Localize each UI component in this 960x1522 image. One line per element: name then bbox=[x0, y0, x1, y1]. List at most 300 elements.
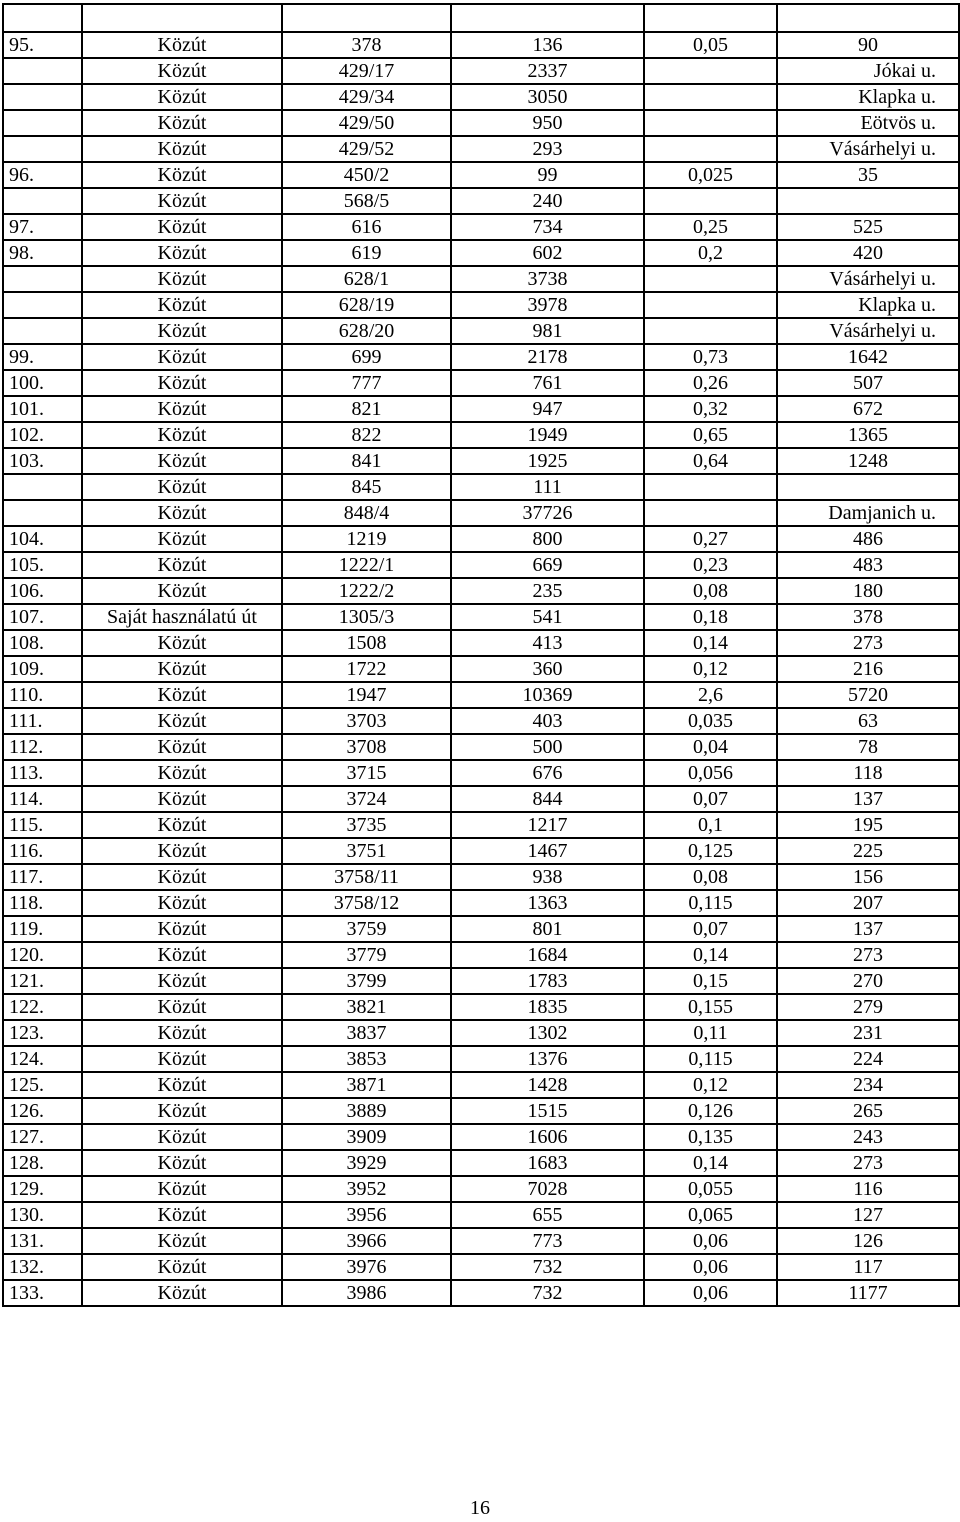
parcel-number-cell: 3966 bbox=[282, 1228, 451, 1254]
row-number-cell bbox=[3, 266, 82, 292]
hectare-cell: 0,65 bbox=[644, 422, 777, 448]
hectare-cell: 0,07 bbox=[644, 916, 777, 942]
hectare-cell: 0,27 bbox=[644, 526, 777, 552]
row-number-cell: 115. bbox=[3, 812, 82, 838]
row-number-cell: 112. bbox=[3, 734, 82, 760]
road-type-cell: Közút bbox=[82, 1202, 282, 1228]
row-number-cell: 107. bbox=[3, 604, 82, 630]
hectare-cell: 0,14 bbox=[644, 630, 777, 656]
area-cell: 37726 bbox=[451, 500, 644, 526]
parcel-number-cell: 821 bbox=[282, 396, 451, 422]
parcel-number-cell: 3929 bbox=[282, 1150, 451, 1176]
road-type-cell: Közút bbox=[82, 708, 282, 734]
row-number-cell: 110. bbox=[3, 682, 82, 708]
parcel-number-cell: 3735 bbox=[282, 812, 451, 838]
table-row bbox=[3, 448, 959, 474]
hectare-cell: 0,05 bbox=[644, 32, 777, 58]
road-type-cell: Közút bbox=[82, 1098, 282, 1124]
table-row bbox=[3, 838, 959, 864]
row-number-cell: 133. bbox=[3, 1280, 82, 1306]
table-row bbox=[3, 708, 959, 734]
parcel-number-cell: 3837 bbox=[282, 1020, 451, 1046]
hectare-cell: 0,035 bbox=[644, 708, 777, 734]
table-row bbox=[3, 786, 959, 812]
parcel-number-cell: 3853 bbox=[282, 1046, 451, 1072]
hectare-cell: 0,25 bbox=[644, 214, 777, 240]
area-cell: 602 bbox=[451, 240, 644, 266]
road-type-cell: Közút bbox=[82, 292, 282, 318]
parcel-number-cell: 429/50 bbox=[282, 110, 451, 136]
value-cell: 525 bbox=[777, 214, 959, 240]
road-type-cell: Közút bbox=[82, 266, 282, 292]
table-row bbox=[3, 318, 959, 344]
area-cell: 7028 bbox=[451, 1176, 644, 1202]
row-number-cell bbox=[3, 110, 82, 136]
parcel-number-cell: 1222/1 bbox=[282, 552, 451, 578]
parcel-number-cell: 568/5 bbox=[282, 188, 451, 214]
hectare-cell: 0,32 bbox=[644, 396, 777, 422]
road-type-cell: Közút bbox=[82, 1254, 282, 1280]
area-cell: 676 bbox=[451, 760, 644, 786]
value-cell: 180 bbox=[777, 578, 959, 604]
table-body bbox=[3, 4, 959, 1306]
value-cell: 483 bbox=[777, 552, 959, 578]
value-cell: 234 bbox=[777, 1072, 959, 1098]
road-type-cell: Közút bbox=[82, 448, 282, 474]
value-cell: 486 bbox=[777, 526, 959, 552]
value-cell: 672 bbox=[777, 396, 959, 422]
hectare-cell bbox=[644, 500, 777, 526]
parcel-number-cell: 3703 bbox=[282, 708, 451, 734]
row-number-cell: 102. bbox=[3, 422, 82, 448]
area-cell: 413 bbox=[451, 630, 644, 656]
road-type-cell: Közút bbox=[82, 84, 282, 110]
road-type-cell: Közút bbox=[82, 994, 282, 1020]
table-row bbox=[3, 240, 959, 266]
road-type-cell: Közút bbox=[82, 214, 282, 240]
table-row bbox=[3, 1202, 959, 1228]
parcel-number-cell: 841 bbox=[282, 448, 451, 474]
table-row bbox=[3, 656, 959, 682]
table-row bbox=[3, 942, 959, 968]
row-number-cell: 125. bbox=[3, 1072, 82, 1098]
value-cell: 243 bbox=[777, 1124, 959, 1150]
hectare-cell: 0,065 bbox=[644, 1202, 777, 1228]
road-type-cell: Közút bbox=[82, 370, 282, 396]
row-number-cell: 132. bbox=[3, 1254, 82, 1280]
road-parcels-table-container bbox=[2, 3, 960, 1307]
row-number-cell: 109. bbox=[3, 656, 82, 682]
table-row bbox=[3, 396, 959, 422]
value-cell: 78 bbox=[777, 734, 959, 760]
parcel-number-cell: 619 bbox=[282, 240, 451, 266]
hectare-cell: 0,1 bbox=[644, 812, 777, 838]
road-type-cell: Közút bbox=[82, 760, 282, 786]
parcel-number-cell: 3724 bbox=[282, 786, 451, 812]
row-number-cell: 100. bbox=[3, 370, 82, 396]
table-row bbox=[3, 1176, 959, 1202]
road-type-cell: Közút bbox=[82, 942, 282, 968]
parcel-number-cell: 450/2 bbox=[282, 162, 451, 188]
hectare-cell: 0,04 bbox=[644, 734, 777, 760]
area-cell: 938 bbox=[451, 864, 644, 890]
road-type-cell: Közút bbox=[82, 110, 282, 136]
table-row bbox=[3, 292, 959, 318]
road-type-cell: Közút bbox=[82, 1020, 282, 1046]
area-cell: 1835 bbox=[451, 994, 644, 1020]
road-type-cell: Közút bbox=[82, 1280, 282, 1306]
hectare-cell: 0,73 bbox=[644, 344, 777, 370]
value-cell: 279 bbox=[777, 994, 959, 1020]
table-row bbox=[3, 422, 959, 448]
area-cell: 2178 bbox=[451, 344, 644, 370]
value-cell: 195 bbox=[777, 812, 959, 838]
road-type-cell: Közút bbox=[82, 552, 282, 578]
hectare-cell: 0,056 bbox=[644, 760, 777, 786]
value-cell: 1365 bbox=[777, 422, 959, 448]
value-cell: 137 bbox=[777, 786, 959, 812]
parcel-number-cell: 1508 bbox=[282, 630, 451, 656]
parcel-number-cell: 777 bbox=[282, 370, 451, 396]
table-row bbox=[3, 500, 959, 526]
value-cell bbox=[777, 188, 959, 214]
road-type-cell: Közút bbox=[82, 474, 282, 500]
hectare-cell bbox=[644, 110, 777, 136]
parcel-number-cell: 3889 bbox=[282, 1098, 451, 1124]
row-number-cell: 101. bbox=[3, 396, 82, 422]
value-cell: 231 bbox=[777, 1020, 959, 1046]
parcel-number-cell: 822 bbox=[282, 422, 451, 448]
hectare-cell: 0,26 bbox=[644, 370, 777, 396]
road-type-cell: Közút bbox=[82, 162, 282, 188]
value-cell: 137 bbox=[777, 916, 959, 942]
table-row bbox=[3, 526, 959, 552]
road-type-cell: Közút bbox=[82, 968, 282, 994]
row-number-cell bbox=[3, 136, 82, 162]
area-cell: 1783 bbox=[451, 968, 644, 994]
road-type-cell: Közút bbox=[82, 1176, 282, 1202]
parcel-number-cell: 628/20 bbox=[282, 318, 451, 344]
parcel-number-cell: 429/34 bbox=[282, 84, 451, 110]
value-cell: 156 bbox=[777, 864, 959, 890]
hectare-cell: 0,2 bbox=[644, 240, 777, 266]
row-number-cell: 122. bbox=[3, 994, 82, 1020]
table-row bbox=[3, 682, 959, 708]
area-cell: 801 bbox=[451, 916, 644, 942]
area-cell: 844 bbox=[451, 786, 644, 812]
area-cell: 669 bbox=[451, 552, 644, 578]
area-cell: 1363 bbox=[451, 890, 644, 916]
table-row bbox=[3, 1020, 959, 1046]
row-number-cell: 113. bbox=[3, 760, 82, 786]
row-number-cell: 121. bbox=[3, 968, 82, 994]
area-cell: 99 bbox=[451, 162, 644, 188]
row-number-cell bbox=[3, 188, 82, 214]
value-cell: 273 bbox=[777, 942, 959, 968]
area-cell: 981 bbox=[451, 318, 644, 344]
area-cell: 111 bbox=[451, 474, 644, 500]
table-row bbox=[3, 1046, 959, 1072]
table-row bbox=[3, 812, 959, 838]
parcel-number-cell: 848/4 bbox=[282, 500, 451, 526]
hectare-cell bbox=[644, 58, 777, 84]
row-number-cell: 99. bbox=[3, 344, 82, 370]
parcel-number-cell: 3821 bbox=[282, 994, 451, 1020]
value-cell: 126 bbox=[777, 1228, 959, 1254]
hectare-cell bbox=[644, 474, 777, 500]
table-row bbox=[3, 630, 959, 656]
value-cell: 118 bbox=[777, 760, 959, 786]
hectare-cell bbox=[644, 84, 777, 110]
value-cell: 127 bbox=[777, 1202, 959, 1228]
parcel-number-cell: 1222/2 bbox=[282, 578, 451, 604]
area-cell: 1217 bbox=[451, 812, 644, 838]
road-type-cell: Közút bbox=[82, 630, 282, 656]
table-row bbox=[3, 1228, 959, 1254]
table-row bbox=[3, 968, 959, 994]
parcel-number-cell: 3909 bbox=[282, 1124, 451, 1150]
table-row bbox=[3, 1124, 959, 1150]
table-row bbox=[3, 604, 959, 630]
area-cell: 1515 bbox=[451, 1098, 644, 1124]
value-cell: 420 bbox=[777, 240, 959, 266]
value-cell: 224 bbox=[777, 1046, 959, 1072]
hectare-cell: 0,23 bbox=[644, 552, 777, 578]
area-cell: 136 bbox=[451, 32, 644, 58]
parcel-number-cell: 3751 bbox=[282, 838, 451, 864]
value-cell bbox=[777, 474, 959, 500]
road-type-cell: Közút bbox=[82, 1124, 282, 1150]
value-cell: 1642 bbox=[777, 344, 959, 370]
hectare-cell: 0,135 bbox=[644, 1124, 777, 1150]
parcel-number-cell: 845 bbox=[282, 474, 451, 500]
row-number-cell bbox=[3, 500, 82, 526]
table-row bbox=[3, 890, 959, 916]
hectare-cell: 0,06 bbox=[644, 1254, 777, 1280]
table-row bbox=[3, 864, 959, 890]
road-type-cell: Közút bbox=[82, 812, 282, 838]
value-cell: Jókai u. bbox=[777, 58, 959, 84]
hectare-cell: 0,64 bbox=[644, 448, 777, 474]
value-cell: 265 bbox=[777, 1098, 959, 1124]
parcel-number-cell: 628/1 bbox=[282, 266, 451, 292]
table-row bbox=[3, 578, 959, 604]
road-type-cell: Közút bbox=[82, 1150, 282, 1176]
area-cell: 732 bbox=[451, 1254, 644, 1280]
page-number: 16 bbox=[470, 1497, 490, 1519]
hectare-cell: 0,06 bbox=[644, 1280, 777, 1306]
row-number-cell: 114. bbox=[3, 786, 82, 812]
header-cell bbox=[3, 4, 82, 32]
table-row bbox=[3, 1098, 959, 1124]
area-cell: 2337 bbox=[451, 58, 644, 84]
value-cell: 1177 bbox=[777, 1280, 959, 1306]
row-number-cell: 108. bbox=[3, 630, 82, 656]
value-cell: 216 bbox=[777, 656, 959, 682]
row-number-cell: 104. bbox=[3, 526, 82, 552]
area-cell: 3738 bbox=[451, 266, 644, 292]
road-type-cell: Saját használatú út bbox=[82, 604, 282, 630]
area-cell: 734 bbox=[451, 214, 644, 240]
row-number-cell bbox=[3, 292, 82, 318]
hectare-cell: 0,126 bbox=[644, 1098, 777, 1124]
road-type-cell: Közút bbox=[82, 58, 282, 84]
area-cell: 947 bbox=[451, 396, 644, 422]
area-cell: 500 bbox=[451, 734, 644, 760]
table-header-row bbox=[3, 4, 959, 32]
road-type-cell: Közút bbox=[82, 734, 282, 760]
area-cell: 235 bbox=[451, 578, 644, 604]
header-cell bbox=[644, 4, 777, 32]
row-number-cell: 124. bbox=[3, 1046, 82, 1072]
hectare-cell bbox=[644, 292, 777, 318]
road-type-cell: Közút bbox=[82, 578, 282, 604]
area-cell: 3050 bbox=[451, 84, 644, 110]
table-row bbox=[3, 1072, 959, 1098]
road-parcels-table bbox=[2, 3, 960, 1307]
parcel-number-cell: 3758/12 bbox=[282, 890, 451, 916]
hectare-cell: 0,155 bbox=[644, 994, 777, 1020]
parcel-number-cell: 3715 bbox=[282, 760, 451, 786]
table-row bbox=[3, 1254, 959, 1280]
table-row bbox=[3, 994, 959, 1020]
value-cell: Vásárhelyi u. bbox=[777, 318, 959, 344]
parcel-number-cell: 429/17 bbox=[282, 58, 451, 84]
value-cell: 35 bbox=[777, 162, 959, 188]
hectare-cell: 0,025 bbox=[644, 162, 777, 188]
parcel-number-cell: 1219 bbox=[282, 526, 451, 552]
road-type-cell: Közút bbox=[82, 396, 282, 422]
value-cell: Vásárhelyi u. bbox=[777, 136, 959, 162]
road-type-cell: Közút bbox=[82, 32, 282, 58]
parcel-number-cell: 429/52 bbox=[282, 136, 451, 162]
value-cell: 5720 bbox=[777, 682, 959, 708]
area-cell: 1683 bbox=[451, 1150, 644, 1176]
row-number-cell bbox=[3, 474, 82, 500]
road-type-cell: Közút bbox=[82, 500, 282, 526]
road-type-cell: Közút bbox=[82, 136, 282, 162]
row-number-cell bbox=[3, 318, 82, 344]
value-cell: 273 bbox=[777, 1150, 959, 1176]
hectare-cell: 0,15 bbox=[644, 968, 777, 994]
area-cell: 732 bbox=[451, 1280, 644, 1306]
value-cell: 1248 bbox=[777, 448, 959, 474]
area-cell: 360 bbox=[451, 656, 644, 682]
value-cell: Klapka u. bbox=[777, 84, 959, 110]
row-number-cell: 98. bbox=[3, 240, 82, 266]
hectare-cell: 0,18 bbox=[644, 604, 777, 630]
hectare-cell: 0,11 bbox=[644, 1020, 777, 1046]
parcel-number-cell: 3708 bbox=[282, 734, 451, 760]
area-cell: 1376 bbox=[451, 1046, 644, 1072]
header-cell bbox=[282, 4, 451, 32]
value-cell: 117 bbox=[777, 1254, 959, 1280]
table-row bbox=[3, 32, 959, 58]
hectare-cell: 0,115 bbox=[644, 890, 777, 916]
header-cell bbox=[777, 4, 959, 32]
road-type-cell: Közút bbox=[82, 1072, 282, 1098]
area-cell: 1606 bbox=[451, 1124, 644, 1150]
parcel-number-cell: 1305/3 bbox=[282, 604, 451, 630]
hectare-cell: 0,08 bbox=[644, 864, 777, 890]
area-cell: 1684 bbox=[451, 942, 644, 968]
table-row bbox=[3, 266, 959, 292]
parcel-number-cell: 3759 bbox=[282, 916, 451, 942]
road-type-cell: Közút bbox=[82, 240, 282, 266]
table-row bbox=[3, 370, 959, 396]
table-row bbox=[3, 1150, 959, 1176]
row-number-cell: 123. bbox=[3, 1020, 82, 1046]
parcel-number-cell: 3956 bbox=[282, 1202, 451, 1228]
area-cell: 655 bbox=[451, 1202, 644, 1228]
area-cell: 773 bbox=[451, 1228, 644, 1254]
hectare-cell bbox=[644, 318, 777, 344]
hectare-cell: 2,6 bbox=[644, 682, 777, 708]
area-cell: 240 bbox=[451, 188, 644, 214]
row-number-cell bbox=[3, 58, 82, 84]
road-type-cell: Közút bbox=[82, 1228, 282, 1254]
area-cell: 1467 bbox=[451, 838, 644, 864]
row-number-cell: 119. bbox=[3, 916, 82, 942]
hectare-cell bbox=[644, 188, 777, 214]
hectare-cell: 0,125 bbox=[644, 838, 777, 864]
value-cell: 378 bbox=[777, 604, 959, 630]
hectare-cell: 0,14 bbox=[644, 942, 777, 968]
table-row bbox=[3, 474, 959, 500]
parcel-number-cell: 378 bbox=[282, 32, 451, 58]
area-cell: 1428 bbox=[451, 1072, 644, 1098]
hectare-cell: 0,14 bbox=[644, 1150, 777, 1176]
row-number-cell: 111. bbox=[3, 708, 82, 734]
area-cell: 800 bbox=[451, 526, 644, 552]
value-cell: Vásárhelyi u. bbox=[777, 266, 959, 292]
value-cell: 273 bbox=[777, 630, 959, 656]
area-cell: 3978 bbox=[451, 292, 644, 318]
area-cell: 403 bbox=[451, 708, 644, 734]
road-type-cell: Közút bbox=[82, 916, 282, 942]
parcel-number-cell: 3952 bbox=[282, 1176, 451, 1202]
row-number-cell: 128. bbox=[3, 1150, 82, 1176]
hectare-cell bbox=[644, 136, 777, 162]
row-number-cell: 118. bbox=[3, 890, 82, 916]
road-type-cell: Közút bbox=[82, 318, 282, 344]
value-cell: 270 bbox=[777, 968, 959, 994]
value-cell: 90 bbox=[777, 32, 959, 58]
parcel-number-cell: 1947 bbox=[282, 682, 451, 708]
parcel-number-cell: 616 bbox=[282, 214, 451, 240]
row-number-cell: 129. bbox=[3, 1176, 82, 1202]
hectare-cell: 0,06 bbox=[644, 1228, 777, 1254]
hectare-cell: 0,12 bbox=[644, 656, 777, 682]
road-type-cell: Közút bbox=[82, 682, 282, 708]
parcel-number-cell: 3758/11 bbox=[282, 864, 451, 890]
value-cell: 63 bbox=[777, 708, 959, 734]
area-cell: 1302 bbox=[451, 1020, 644, 1046]
hectare-cell: 0,07 bbox=[644, 786, 777, 812]
value-cell: 225 bbox=[777, 838, 959, 864]
table-row bbox=[3, 84, 959, 110]
row-number-cell: 103. bbox=[3, 448, 82, 474]
parcel-number-cell: 699 bbox=[282, 344, 451, 370]
area-cell: 1949 bbox=[451, 422, 644, 448]
row-number-cell: 131. bbox=[3, 1228, 82, 1254]
parcel-number-cell: 3799 bbox=[282, 968, 451, 994]
row-number-cell: 127. bbox=[3, 1124, 82, 1150]
hectare-cell: 0,055 bbox=[644, 1176, 777, 1202]
table-row bbox=[3, 110, 959, 136]
parcel-number-cell: 3871 bbox=[282, 1072, 451, 1098]
table-row bbox=[3, 188, 959, 214]
